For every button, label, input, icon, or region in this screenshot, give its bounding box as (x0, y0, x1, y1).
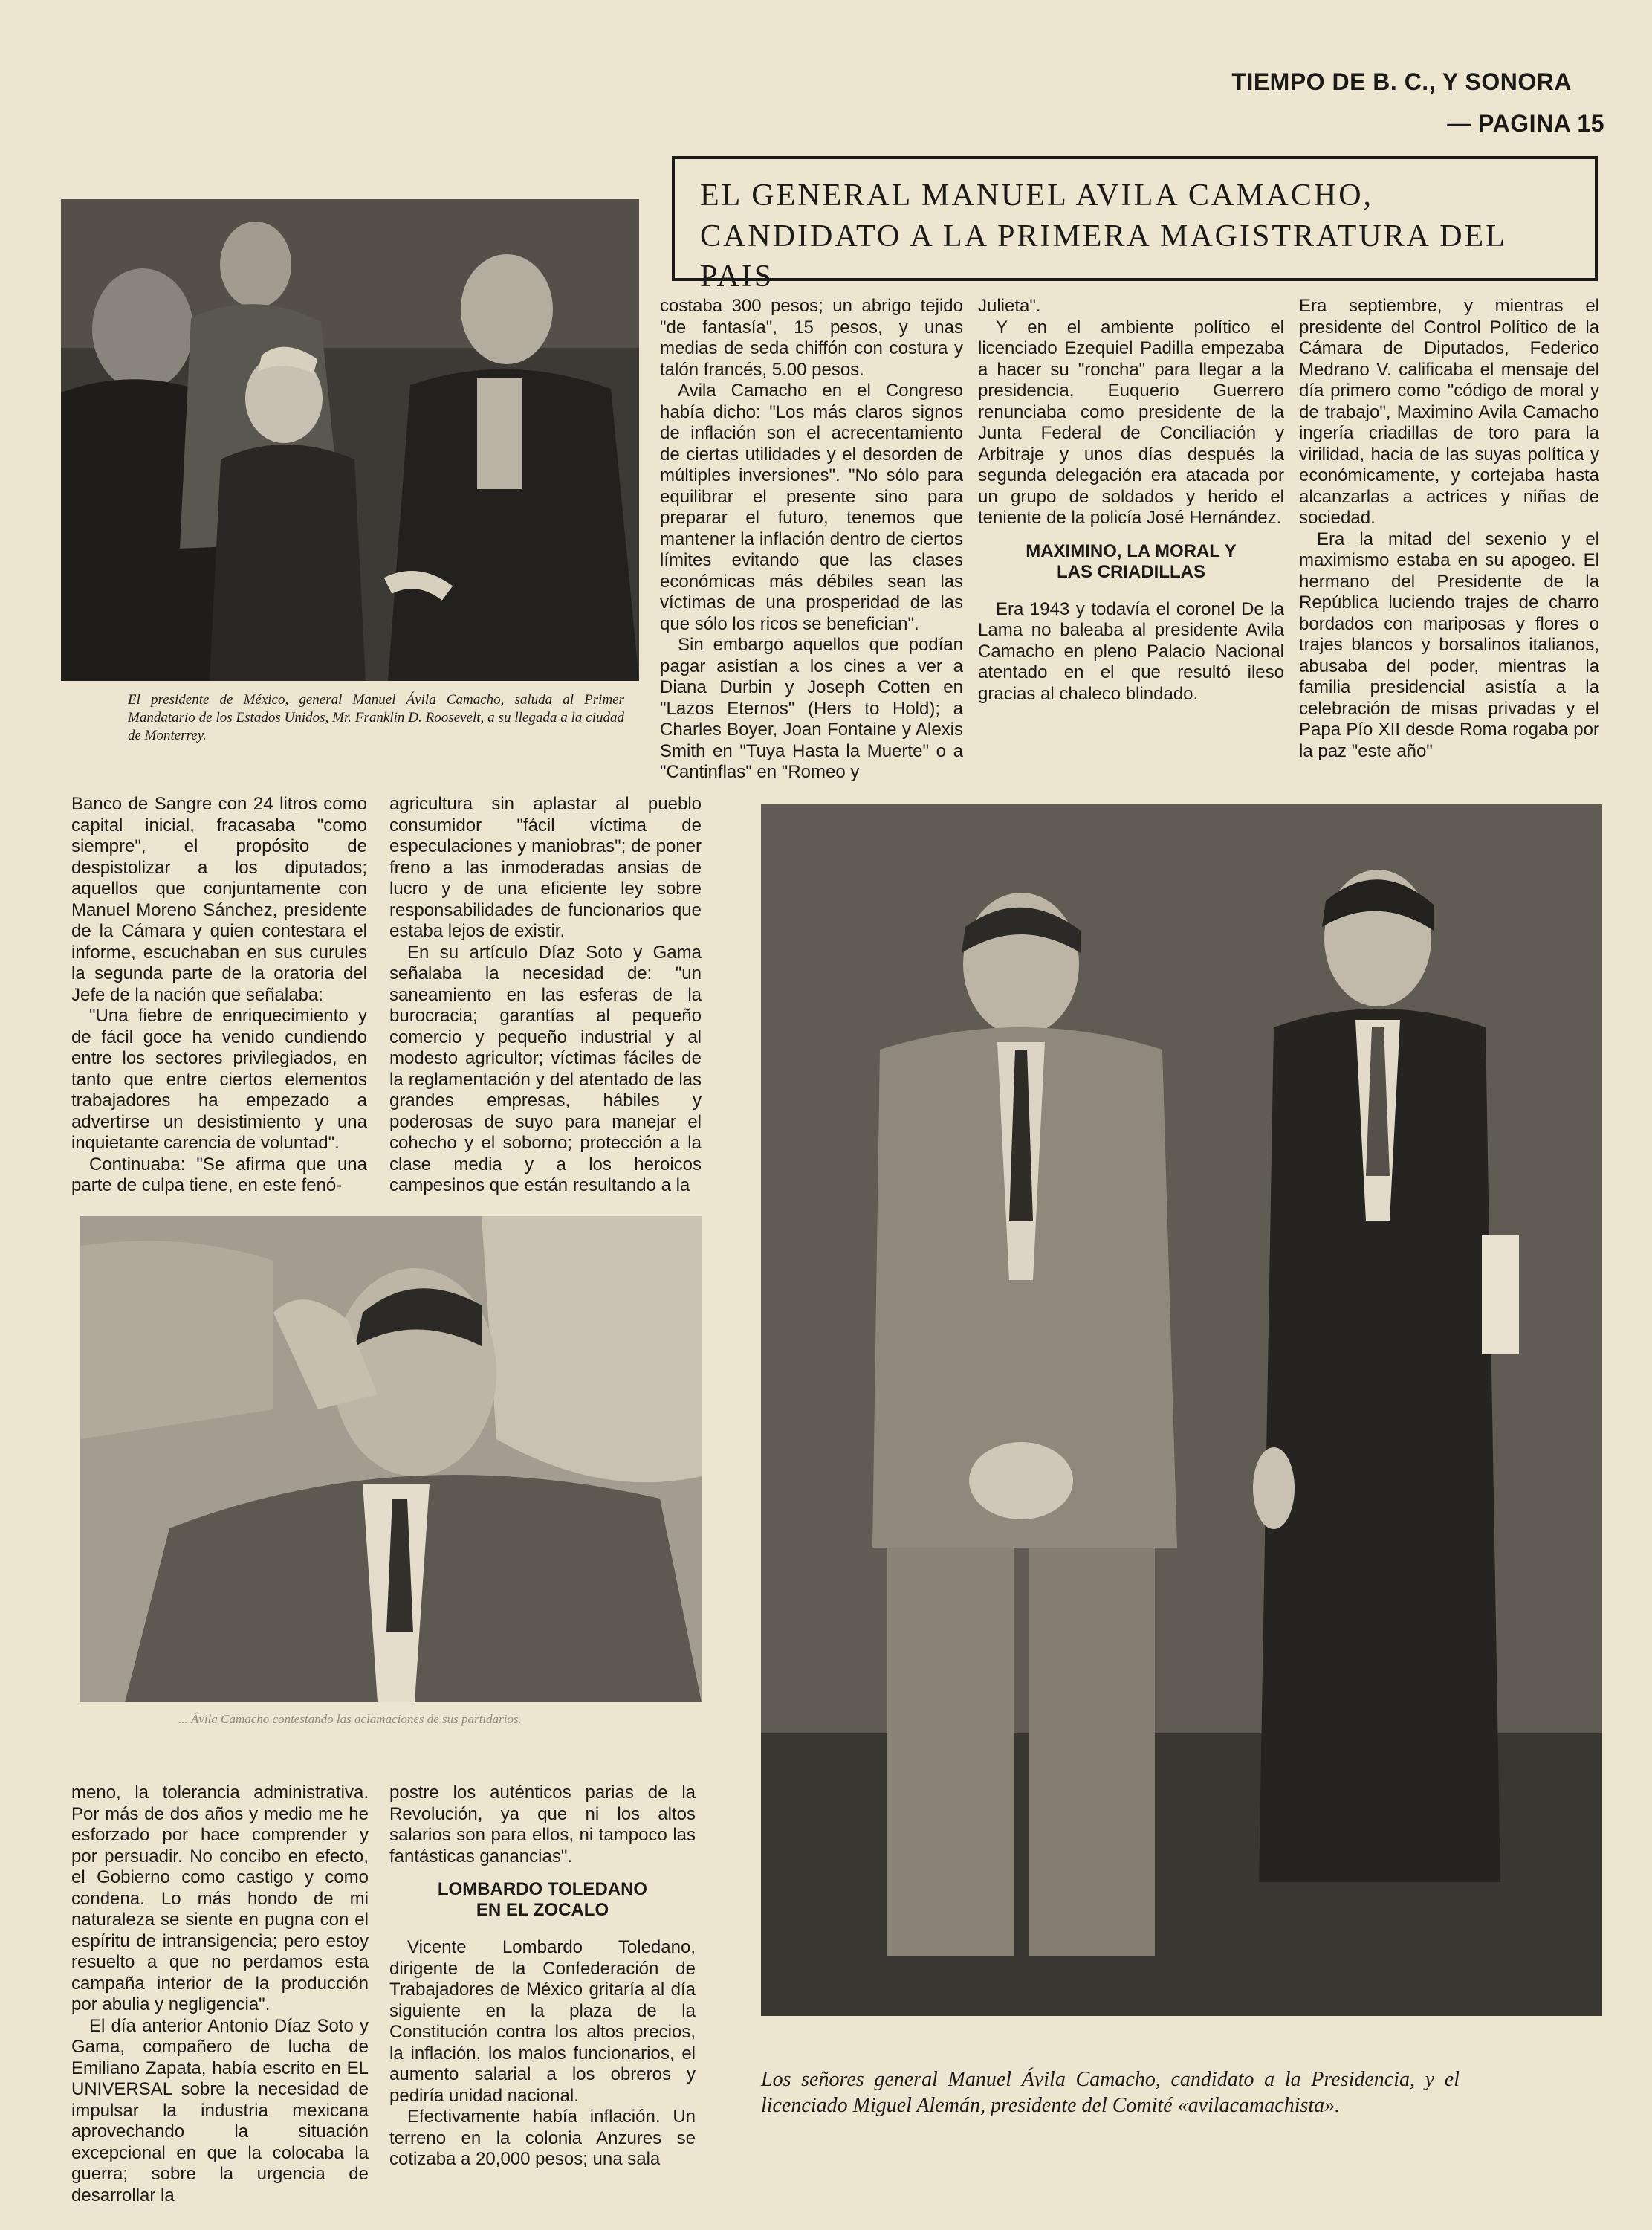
paragraph: Vicente Lombardo Toledano, dirigente de la Confederación de Trabajadores de México gritaría al día siguiente en la plaza de la Constitución contra los altos precios, la inflación, los malos funcionarios, el aumento salarial a los obreros y pediría unidad nacional. (389, 1937, 696, 2106)
article-title-line2: CANDIDATO A LA PRIMERA MAGISTRATURA DEL PAIS (700, 219, 1506, 294)
page-number: — PAGINA 15 (1447, 110, 1604, 137)
column-bottom-1 (71, 1783, 369, 2205)
photo-camacho-aleman-caption: Los señores general Manuel Ávila Camacho, candidato a la Presidencia, y el licenciado Miguel Alemán, presidente del Comité «avilacamachista». (761, 2068, 1460, 2117)
paragraph: Banco de Sangre con 24 litros como capital inicial, fracasaba "como siempre", el propósito de despistolizar a los diputados; aquellos que conjuntamente con Manuel Moreno Sánchez, presidente de la Cámara y quien contestara el informe, escuchaban en sus curules la segunda parte de la oratoria del Jefe de la nación que señalaba: (71, 794, 367, 1005)
paragraph: postre los auténticos parias de la Revolución, ya que ni los altos salarios son para ellos, ni tampoco las fantásticas ganancias". (389, 1783, 696, 1867)
paragraph: El día anterior Antonio Díaz Soto y Gama, compañero de lucha de Emiliano Zapata, había escrito en EL UNIVERSAL sobre la necesidad de impulsar la industria mexicana aprovechando la situación excepcional en que la colocaba la guerra; sobre la urgencia de desarrollar la (71, 2015, 369, 2205)
paragraph: Sin embargo aquellos que podían pagar asistían a los cines a ver a Diana Durbin y Joseph Cotten en "Lazos Eternos" (Hers to Hold); a Charles Boyer, Joan Fontaine y Alexis Smith en "Tuya Hasta la Muerte" o a "Cantinflas" en "Romeo y (660, 635, 963, 782)
article-title-box (672, 156, 1598, 294)
paragraph: Era septiembre, y mientras el presidente del Control Político de la Cámara de Diputados, Federico Medrano V. calificaba el mensaje del día primero como "código de moral y de trabajo", Maximino Avila Camacho ingería criadillas de toro para la virilidad, hacia de las suyas política y económicamente, y cortejaba hasta alcanzarlas a actrices y niñas de sociedad. (1299, 296, 1599, 528)
column-top-2 (978, 296, 1284, 786)
photo-camacho-saluting-caption: ... Ávila Camacho contestando las aclamaciones de sus partidarios. (178, 1712, 522, 1726)
photo-camacho-roosevelt (61, 199, 639, 681)
paragraph: Y en el ambiente político el licenciado Ezequiel Padilla empezaba a hacer su "roncha" para llegar a la presidencia, Euquerio Guerrero renunciaba como presidente de la Junta Federal de Conciliación y Arbitraje y unos días después la segunda delegación era atacada por un grupo de soldados y herido el teniente de la policía José Hernández. (978, 317, 1284, 528)
column-top-1 (660, 296, 963, 786)
photo-camacho-roosevelt-caption: El presidente de México, general Manuel Ávila Camacho, saluda al Primer Mandatario de los Estados Unidos, Mr. Franklin D. Roosevelt, a su llegada a la ciudad de Monterrey. (128, 692, 624, 743)
running-title: TIEMPO DE B. C., Y SONORA (1231, 68, 1572, 95)
column-bottom-2 (389, 1783, 696, 2184)
subheading-maximino: MAXIMINO, LA MORAL Y LAS CRIADILLAS (1026, 540, 1237, 582)
paragraph: Era la mitad del sexenio y el maximismo estaba en su apogeo. El hermano del Presidente de la República luciendo trajes de charro bordados con mariposas y flores o trajes blancos y borsalinos italianos, abusaba del poder, mientras la familia presidencial asistía a la celebración de misas privadas y el Papa Pío XII desde Roma rogaba por la paz "este año" (1299, 529, 1599, 761)
article-title-line1: EL GENERAL MANUEL AVILA CAMACHO, (700, 178, 1374, 213)
paragraph: Era 1943 y todavía el coronel De la Lama no baleaba al presidente Avila Camacho en pleno Palacio Nacional atentado en el que resultó ileso gracias al chaleco blindado. (978, 598, 1284, 704)
photo-camacho-saluting (80, 1216, 702, 1702)
paragraph: "Una fiebre de enriquecimiento y de fácil goce ha venido cundiendo entre los sectores privilegiados, en tanto que entre ciertos elementos trabajadores ha empezado a advertirse un desistimiento y una inquietante carencia de voluntad". (71, 1006, 367, 1153)
subheading-lombardo: LOMBARDO TOLEDANO EN EL ZOCALO (437, 1879, 648, 1920)
photo-camacho-aleman (761, 804, 1602, 2016)
column-middle-1 (71, 794, 367, 1197)
column-top-3 (1299, 296, 1599, 786)
paragraph: Avila Camacho en el Congreso había dicho: "Los más claros signos de inflación son el acrecentamiento de ciertas utilidades y el desorden de múltiples inversiones". "No sólo para equilibrar el presente sino para preparar el futuro, tenemos que mantener la inflación dentro de ciertos límites evitando que las clases económicas más débiles sean las víctimas de una prosperidad de las que sólo los ricos se benefician". (660, 381, 963, 634)
column-middle-2 (389, 794, 702, 1197)
paragraph: Continuaba: "Se afirma que una parte de culpa tiene, en este fenó- (71, 1154, 367, 1195)
paragraph: Efectivamente había inflación. Un terreno en la colonia Anzures se cotizaba a 20,000 pesos; una sala (389, 2107, 696, 2169)
paragraph: agricultura sin aplastar al pueblo consumidor "fácil víctima de especulaciones y maniobras"; de poner freno a las inmoderadas ansias de lucro y de una eficiente ley sobre responsabilidades de funcionarios que estaba lejos de existir. (389, 794, 702, 941)
paragraph: En su artículo Díaz Soto y Gama señalaba la necesidad de: "un saneamiento en las esferas de la burocracia; garantías al pequeño comercio y pequeño industrial y al modesto agricultor; víctimas fáciles de la reglamentación y del atentado de las grandes empresas, hábiles y poderosas de suyo para manejar el cohecho y el soborno; protección a la clase media y a los heroicos campesinos que están resultando a la (389, 942, 702, 1195)
paragraph: costaba 300 pesos; un abrigo tejido "de fantasía", 15 pesos, y unas medias de seda chiffón con costura y talón francés, 5.00 pesos. (660, 296, 963, 380)
paragraph: meno, la tolerancia administrativa. Por más de dos años y medio me he esforzado por hace comprender y por persuadir. No concibo en efecto, el Gobierno como castigo y como condena. Lo más hondo de mi naturaleza se siente en pugna con el espíritu de intransigencia; pero estoy resuelto a que no perdamos esta campaña interior de la producción por abulia y negligencia". (71, 1783, 369, 2014)
paragraph: Julieta". (978, 296, 1041, 316)
